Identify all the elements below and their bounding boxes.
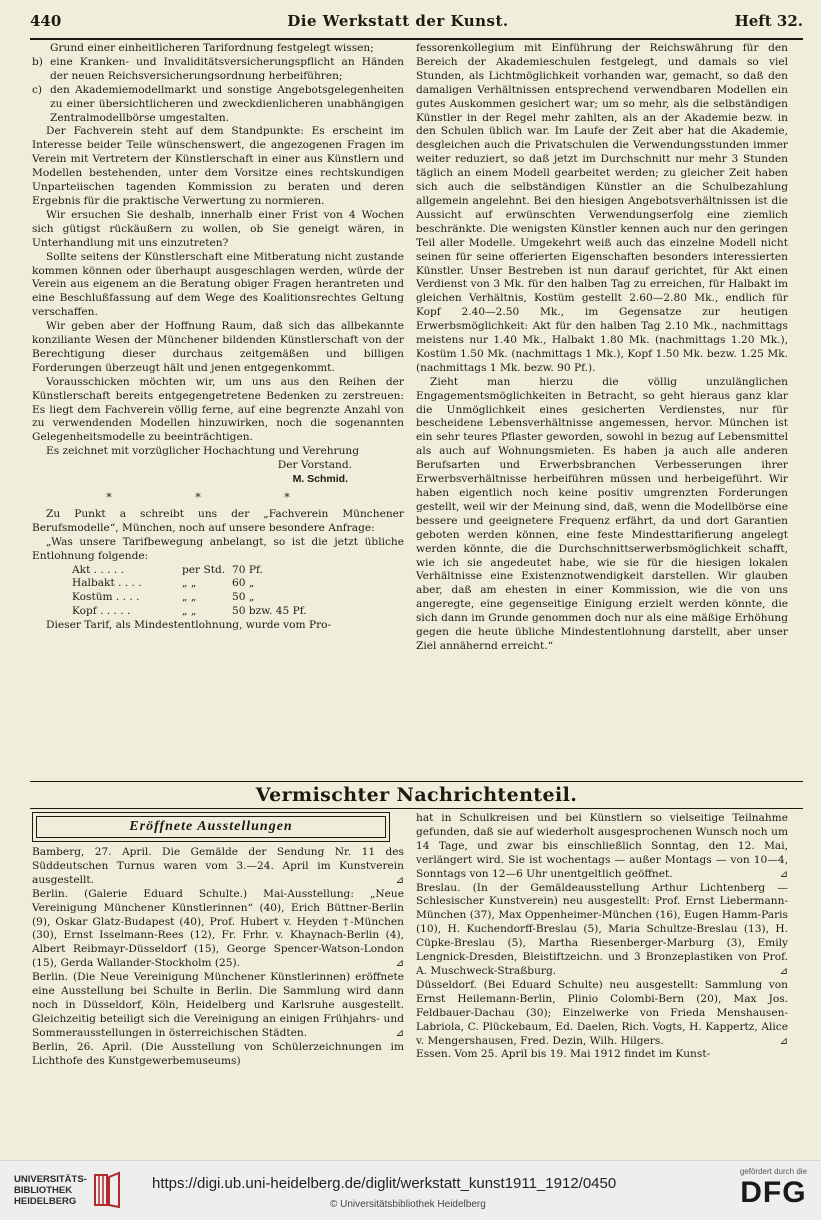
end-mark: ⊿ xyxy=(779,1035,788,1047)
list-item-a-continuation: Grund einer einheitlicheren Tarifordnung festgelegt wissen; xyxy=(50,42,374,54)
exhibition-text: Berlin, 26. April. (Die Ausstellung von Schülerzeichnungen im Lichthofe des Kunstgewerbemuseums) xyxy=(32,1040,404,1067)
exhibition-text: Bamberg, 27. April. Die Gemälde der Sendung Nr. 11 des Süddeutschen Turnus waren vom 3.—24. April im Kunstverein ausgestellt. xyxy=(32,846,404,886)
funder-logo[interactable] xyxy=(740,1167,807,1210)
tariff-price: 50 „ xyxy=(232,591,255,604)
tariff-unit: „ „ xyxy=(182,591,197,604)
exhibition-entry xyxy=(32,971,404,1041)
list-item-text: eine Kranken- und Invaliditätsversicherungspflicht an Händen der neuen Reichsversicherungsordnung herbeiführen; xyxy=(50,55,404,82)
paragraph: Vorausschicken möchten wir, um uns aus den Reihen der Künstlerschaft bereits entgegengetretene Bedenken zu zerstreuen: Es liegt dem Fachverein völlig ferne, auf eine begrenzte Anzahl von zu verwendenden Modellen hinzuwirken, noch die sogenannten Gelegenheitsmodelle zu beeinträchtigen. xyxy=(32,375,404,444)
paragraph: Zu Punkt a schreibt uns der „Fachverein Münchener Berufsmodelle“, München, noch auf unsere besondere Anfrage: xyxy=(32,507,404,534)
section-rule-top xyxy=(30,781,803,782)
exhibition-entry xyxy=(32,1041,404,1069)
tariff-row xyxy=(72,564,404,578)
dfg-logo: DFG xyxy=(740,1176,807,1209)
end-mark: ⊿ xyxy=(395,1027,404,1039)
paragraph: Dieser Tarif, als Mindestentlohnung, wurde vom Pro- xyxy=(46,619,332,632)
exhibition-text: hat in Schulkreisen und bei Künstlern so vielseitige Teilnahme gefunden, daß sie auf wiederholt ausgesprochenen Wunsch noch um 14 Tage, und zwar bis einschließlich Sonntag, den 12. Mai, verlängert wird. Sie ist wochentags — außer Montags — von 10—4, Sonntags von 12—6 Uhr unentgeltlich geöffnet. xyxy=(416,812,788,880)
exhibition-text: Breslau. (In der Gemäldeausstellung Arthur Lichtenberg — Schlesischer Kunstverein) neu ausgestellt: Prof. Ernst Liebermann-München (37), Max Oppenheimer-München (16), Eugen Hamm-Paris (10), H. Kuchendorff-Breslau (5), Maria Schultze-Breslau (13), H. Cüpke-Breslau (5), Martha Riesenberger-Marburg (3), Emily Lengnick-Dresden, Bleistiftzeichn. und 3 Bronzeplastiken von Prof. A. Muschweck-Straßburg. xyxy=(416,881,788,977)
document-url-link[interactable]: https://digi.ub.uni-heidelberg.de/diglit/werkstatt_kunst1911_1912/0450 xyxy=(152,1175,617,1192)
funder-caption: gefördert durch die xyxy=(739,1167,807,1176)
tariff-price: 60 „ xyxy=(232,577,255,590)
tariff-row xyxy=(72,577,404,591)
tariff-category: Kostüm . . . . xyxy=(72,591,140,604)
subsection-box xyxy=(32,812,390,842)
exhibition-entry xyxy=(416,882,788,979)
paragraph: „Was unsere Tarifbewegung anbelangt, so ist die jetzt übliche Entlohnung folgende: xyxy=(32,535,404,562)
end-mark: ⊿ xyxy=(779,965,788,977)
demand-list xyxy=(32,56,404,126)
tariff-table xyxy=(72,564,404,620)
paragraph: Der Fachverein steht auf dem Standpunkte: Es erscheint im Interesse beider Teile wünschenswert, die angezogenen Fragen im Verein mit Vertretern der Künstlerschaft in einer aus Künstlern und Modellen bestehenden, unter dem Vorsitze eines rechtskundigen Unparteiischen tagenden Kommission zu beraten und deren Ergebnis für die praktische Verwertung zu normieren. xyxy=(32,125,404,207)
tariff-category: Akt . . . . . xyxy=(72,563,125,576)
list-item xyxy=(32,84,404,126)
list-item-label: b) xyxy=(32,55,43,68)
tariff-row xyxy=(72,591,404,605)
exhibition-entry xyxy=(416,979,788,1049)
exhibitions-right-column xyxy=(416,812,788,1062)
exhibition-entry xyxy=(32,846,404,888)
header-rule xyxy=(30,38,803,40)
library-name: UNIVERSITÄTS- BIBLIOTHEK HEIDELBERG xyxy=(14,1173,87,1207)
tariff-price: 70 Pf. xyxy=(232,563,263,576)
end-mark: ⊿ xyxy=(779,868,788,880)
section-title: Vermischter Nachrichtenteil. xyxy=(255,784,578,806)
list-item-text: den Akademiemodellmarkt und sonstige Angebotsgelegenheiten zu einer übersichtlicheren und zweckdienlicheren unabhängigen Zentralmodellbörse umgestalten. xyxy=(50,83,404,124)
issue-number: Heft 32. xyxy=(734,12,803,30)
exhibitions-left-column xyxy=(32,846,404,1069)
tariff-category: Halbakt . . . . xyxy=(72,577,142,590)
signature-name: M. Schmid. xyxy=(292,473,348,486)
paragraph: Wir ersuchen Sie deshalb, innerhalb einer Frist von 4 Wochen sich gütigst rückäußern zu wollen, ob Sie geneigt wären, in Unterhandlung mit uns einzutreten? xyxy=(32,208,404,249)
right-column xyxy=(416,42,788,654)
exhibition-entry xyxy=(416,812,788,882)
list-item xyxy=(32,56,404,84)
paragraph: fessorenkollegium mit Einführung der Reichswährung für den Bereich der Akademieschulen festgelegt, und damals so viel Stunden, als Lichtmöglichkeit vorhanden war, gemacht, so daß den damaligen Verhältnissen entsprechend verwendbaren Modellen ein gutes Auskommen gesichert war; um so mehr, als die selbständigen Künstler in der Regel mehr zahlten, als an der Akademie bezw. in den Schulen üblich war. Im Laufe der Zeit aber hat die Akademie, desgleichen auch die Privatschulen die Verwendungsstunden immer weiter reduziert, so daß jetzt im Durchschnitt nur mehr 3 Stunden täglich an einem Modell gearbeitet werden; zu gleicher Zeit haben sich auch die selbständigen Künstler an die Schulbezahlung allgemein angelehnt. Bei den hiesigen Angebotsverhältnissen ist die Aussicht auf erwünschten Verwendungserfolg eine ziemlich beschränkte. Die wenigsten Künstler kennen auch nur den geringen Teil aller Modelle. Umgekehrt weiß auch das einzelne Modell nicht seinen für seine offerierten Eigenschaften besonders interessierten Künstler. Unser Bestreben ist nun darauf gerichtet, für Akt einen Verdienst von 3 Mk. für den halben Tag zu erreichen, für Halbakt im gleichen Verhältnis, Kostüm gestellt 2.60—2.80 Mk., endlich für Kopf 2.40—2.50 Mk., im Gegensatze zur heutigen Erwerbsmöglichkeit: Akt für den halben Tag 2.10 Mk., nachmittags meistens nur 1.40 Mk., Halbakt 1.80 Mk. (nachmittags 1.20 Mk.), Kostüm 1.50 Mk. (nachmittags 1 Mk.), Kopf 1.50 Mk. bezw. 1.25 Mk. (nachmittags 1 Mk. bezw. 90 Pf.). xyxy=(416,42,788,374)
subsection-title: Eröffnete Ausstellungen xyxy=(129,819,293,834)
copyright-notice: © Universitätsbibliothek Heidelberg xyxy=(330,1199,486,1210)
journal-title: Die Werkstatt der Kunst. xyxy=(287,12,509,30)
section-rule-bottom xyxy=(30,808,803,809)
paragraph: Zieht man hierzu die völlig unzulänglichen Engagementsmöglichkeiten in Betracht, so geht hieraus ganz klar die Unmöglichkeit eines gesicherten Verdienstes, nur für bescheidene Lebensverhältnisse angemessen, hervor. München ist ein sehr teures Pflaster geworden, sowohl in bezug auf Lebensmittel als auch auf Wohnungsmieten. Es haben ja auch alle anderen Berufsarten und Erwerbsbranchen Verbesserungen ihrer Erwerbsverhältnisse herbeiführen müssen und herbeigeführt. Wir haben eigentlich noch keine positiv umgrenzten Forderungen gestellt, weil wir der Meinung sind, daß, wenn die Modellbörse eine bessere und geeignetere Frequenz erfährt, da und dort Garantien geboten werden können, eine feste Mindesttarifierung angelegt werden könnte, die die Durchschnittserwerbsmöglichkeit schafft, wie ich sie angedeutet habe, wie sie für die hiesigen lokalen Verhältnisse eine Existenznotwendigkeit darstellen. Wir glauben aber, daß am ehesten in einer Kommission, wie die von uns angeregte, eine gegenseitige Einigung erzielt werden könnte, die sich dann im Grunde genommen doch nur als eine mäßige Erhöhung gegen die heute übliche Mindestentlohnung darstellt, aber unser Ziel annähernd erreicht.“ xyxy=(416,375,788,652)
exhibition-text: Berlin. (Die Neue Vereinigung Münchener Künstlerinnen) eröffnete eine Ausstellung bei Schulte in Berlin. Die Sammlung wird dann noch in Düsseldorf, Köln, Heidelberg und Karlsruhe ausgestellt. Gleichzeitig beteiligt sich die Vereinigung an einigen Frühjahrs- und Sommerausstellungen in österreichischen Städten. xyxy=(32,971,404,1039)
paragraph: Es zeichnet mit vorzüglicher Hochachtung und Verehrung xyxy=(46,445,360,458)
paragraph: Sollte seitens der Künstlerschaft eine Mitberatung nicht zustande kommen können oder überhaupt ausgeschlagen werden, würde der Verein aus eigenem an die Beratung obiger Fragen herantreten und eine Beschlußfassung auf dem Wege des Koalitionsrechtes Geltung verschaffen. xyxy=(32,250,404,319)
tariff-unit: per Std. xyxy=(182,563,226,576)
exhibition-entry xyxy=(32,888,404,971)
tariff-category: Kopf . . . . . xyxy=(72,605,131,618)
exhibition-text: Düsseldorf. (Bei Eduard Schulte) neu ausgestellt: Sammlung von Ernst Heilemann-Berlin, Plinio Colombi-Bern (20), Max Jos. Feldbauer-Dachau (30); Einzelwerke von Frieda Menshausen-Labriola, C. Plückebaum, Ed. Daelen, Rich. Vogts, H. Kappertz, Alice v. Mengershausen, Fred. Dezin, Wilh. Hilgers. xyxy=(416,978,788,1047)
exhibition-entry xyxy=(416,1048,788,1062)
tariff-row xyxy=(72,605,404,619)
signature-row xyxy=(32,459,404,473)
signature-org: Der Vorstand. xyxy=(277,459,352,472)
section-separator: * * * xyxy=(106,491,330,504)
tariff-price: 50 bzw. 45 Pf. xyxy=(232,605,307,618)
page-number: 440 xyxy=(30,12,62,30)
end-mark: ⊿ xyxy=(395,874,404,886)
exhibition-text: Essen. Vom 25. April bis 19. Mai 1912 findet im Kunst- xyxy=(416,1048,711,1061)
paragraph: Wir geben aber der Hoffnung Raum, daß sich das allbekannte konziliante Wesen der Münchener bildenden Künstlerschaft von der Berechtigung dieser durchaus zeitgemäßen und billigen Forderungen überzeugt hält und jenen entgegenkommt. xyxy=(32,320,404,374)
exhibition-text: Berlin. (Galerie Eduard Schulte.) Mai-Ausstellung: „Neue Vereinigung Münchener Künstlerinnen“ (40), Erich Büttner-Berlin (9), Oskar Glatz-Budapest (40), Prof. Hubert v. Heyden †-München (30), Ernst Isselmann-Rees (12), Fr. Frhr. v. Khaynach-Berlin (4), Albert Reibmayr-Düsseldorf (15), George Spencer-Watson-London (15), Gerda Wallander-Stockholm (25). xyxy=(32,887,404,970)
running-header xyxy=(30,12,803,38)
viewer-footer xyxy=(0,1160,821,1220)
library-emblem-icon xyxy=(93,1171,123,1209)
end-mark: ⊿ xyxy=(395,958,404,970)
tariff-unit: „ „ xyxy=(182,605,197,618)
library-logo[interactable] xyxy=(14,1171,123,1209)
list-item-label: c) xyxy=(32,83,43,96)
left-column xyxy=(32,42,404,633)
tariff-unit: „ „ xyxy=(182,577,197,590)
